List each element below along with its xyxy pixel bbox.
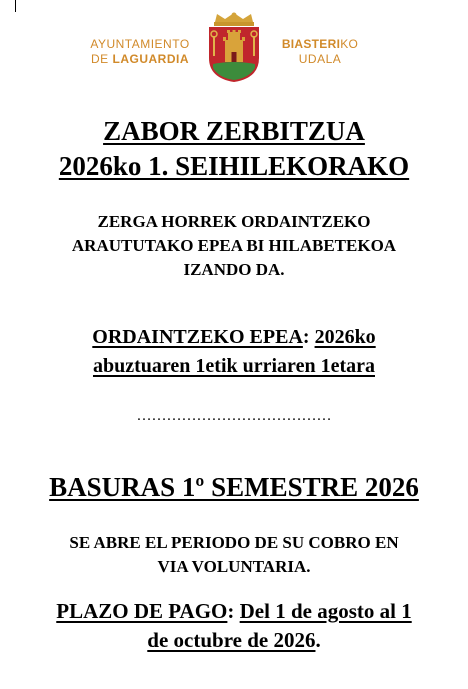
logo-right-bold: BIASTERI (281, 37, 341, 51)
letterhead (80, 12, 372, 84)
epea-value2: abuztuaren 1etik urriaren 1etara (92, 355, 375, 377)
basque-payment-period-line2 (0, 355, 468, 378)
logo-left-prefix: DE (90, 52, 113, 66)
basque-title-line1: ZABOR ZERBITZUA (103, 116, 365, 146)
logo-left-bold: LAGUARDIA (112, 52, 189, 66)
text-cursor (15, 0, 16, 12)
plazo-value1: Del 1 de agosto al 1 (239, 599, 412, 623)
basque-paragraph-line2: ARAUTUTAKO EPEA BI HILABETEKOA (71, 236, 397, 255)
basque-paragraph-line1: ZERGA HORREK ORDAINTZEKO (97, 212, 371, 231)
logo-left-line1: AYUNTAMIENTO (90, 37, 190, 51)
spanish-paragraph-line1: SE ABRE EL PERIODO DE SU COBRO EN (69, 533, 399, 552)
plazo-colon: : (227, 599, 240, 623)
spanish-title: BASURAS 1º SEMESTRE 2026 (49, 472, 419, 502)
logo-right-rest: KO (340, 37, 359, 51)
basque-title-line2: 2026ko 1. SEIHILEKORAKO (58, 151, 410, 181)
spanish-paragraph-line2: VIA VOLUNTARIA. (157, 557, 311, 576)
spanish-payment-period-line1 (0, 599, 468, 624)
laguardia-coat-of-arms-icon (203, 12, 265, 84)
plazo-value2: de octubre de 2026 (147, 628, 316, 652)
plazo-end: . (315, 628, 321, 652)
basque-payment-period-line1 (0, 326, 468, 349)
logo-right-line2: UDALA (298, 52, 342, 66)
biasteriko-udala-logo-text (270, 37, 370, 67)
ayuntamiento-logo-text (80, 37, 200, 67)
logo-right-line1 (270, 37, 370, 52)
epea-colon: : (302, 326, 315, 348)
plazo-label: PLAZO DE PAGO (56, 599, 228, 623)
epea-label: ORDAINTZEKO EPEA (92, 326, 303, 348)
logo-left-line2 (80, 52, 200, 67)
separator-dots: ………………………………… (136, 408, 332, 424)
spanish-payment-period-line2 (0, 628, 468, 653)
epea-value1: 2026ko (314, 326, 376, 348)
basque-paragraph-line3: IZANDO DA. (183, 260, 285, 279)
